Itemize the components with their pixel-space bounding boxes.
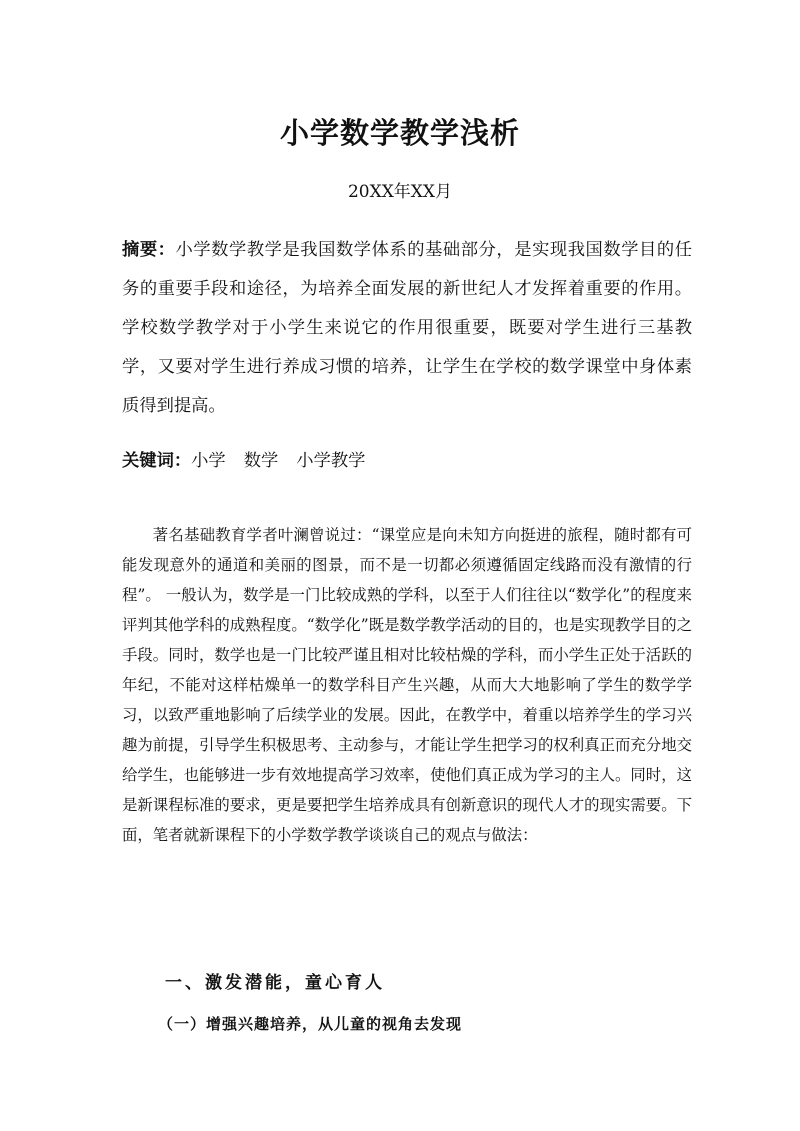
- section-heading-2: （一）增强兴趣培养，从儿童的视角去发现: [158, 1015, 463, 1033]
- abstract-text: 小学数学教学是我国数学体系的基础部分，是实现我国数学目的任务的重要手段和途径，为培养全面发展的新世纪人才发挥着重要的作用。学校数学教学对于小学生来说它的作用很重要，既要对学生进行三基教学，又要对学生进行养成习惯的培养，让学生在学校的数学课堂中身体素质得到提高。: [122, 240, 692, 416]
- body-paragraph: 著名基础教育学者叶澜曾说过：“课堂应是向未知方向挺进的旅程，随时都有可能发现意外的通道和美丽的图景，而不是一切都必须遵循固定线路而没有激情的行程”。 一般认为，数学是一门比较成熟的学科，以至于人们往往以“数学化”的程度来评判其他学科的成熟程度。“数学化”既是数学教学活动的目的，也是实现教学目的之手段。同时，数学也是一门比较严谨且相对比较枯燥的学科，而小学生正处于活跃的年纪，不能对这样枯燥单一的数学科目产生兴趣，从而大大地影响了学生的数学学习，以致严重地影响了后续学业的发展。因此，在教学中，着重以培养学生的学习兴趣为前提，引导学生积极思考、主动参与，才能让学生把学习的权利真正而充分地交给学生，也能够进一步有效地提高学习效率，使他们真正成为学习的主人。同时，这是新课程标准的要求，更是要把学生培养成具有创新意识的现代人才的现实需要。下面，笔者就新课程下的小学数学教学谈谈自己的观点与做法：: [122, 526, 692, 844]
- keywords-label: 关键词：: [122, 451, 192, 471]
- keyword-item: 小学教学: [296, 451, 366, 471]
- keyword-item: 数学: [243, 451, 279, 471]
- document-date: 20XX年XX月: [347, 182, 453, 202]
- keywords-line: [122, 443, 692, 479]
- document-title: 小学数学教学浅析: [279, 116, 520, 150]
- abstract-paragraph: [122, 231, 692, 426]
- keyword-item: 小学: [191, 451, 226, 471]
- section-heading-1: 一、激发潜能，童心育人: [165, 973, 385, 993]
- abstract-label: 摘要：: [122, 240, 176, 260]
